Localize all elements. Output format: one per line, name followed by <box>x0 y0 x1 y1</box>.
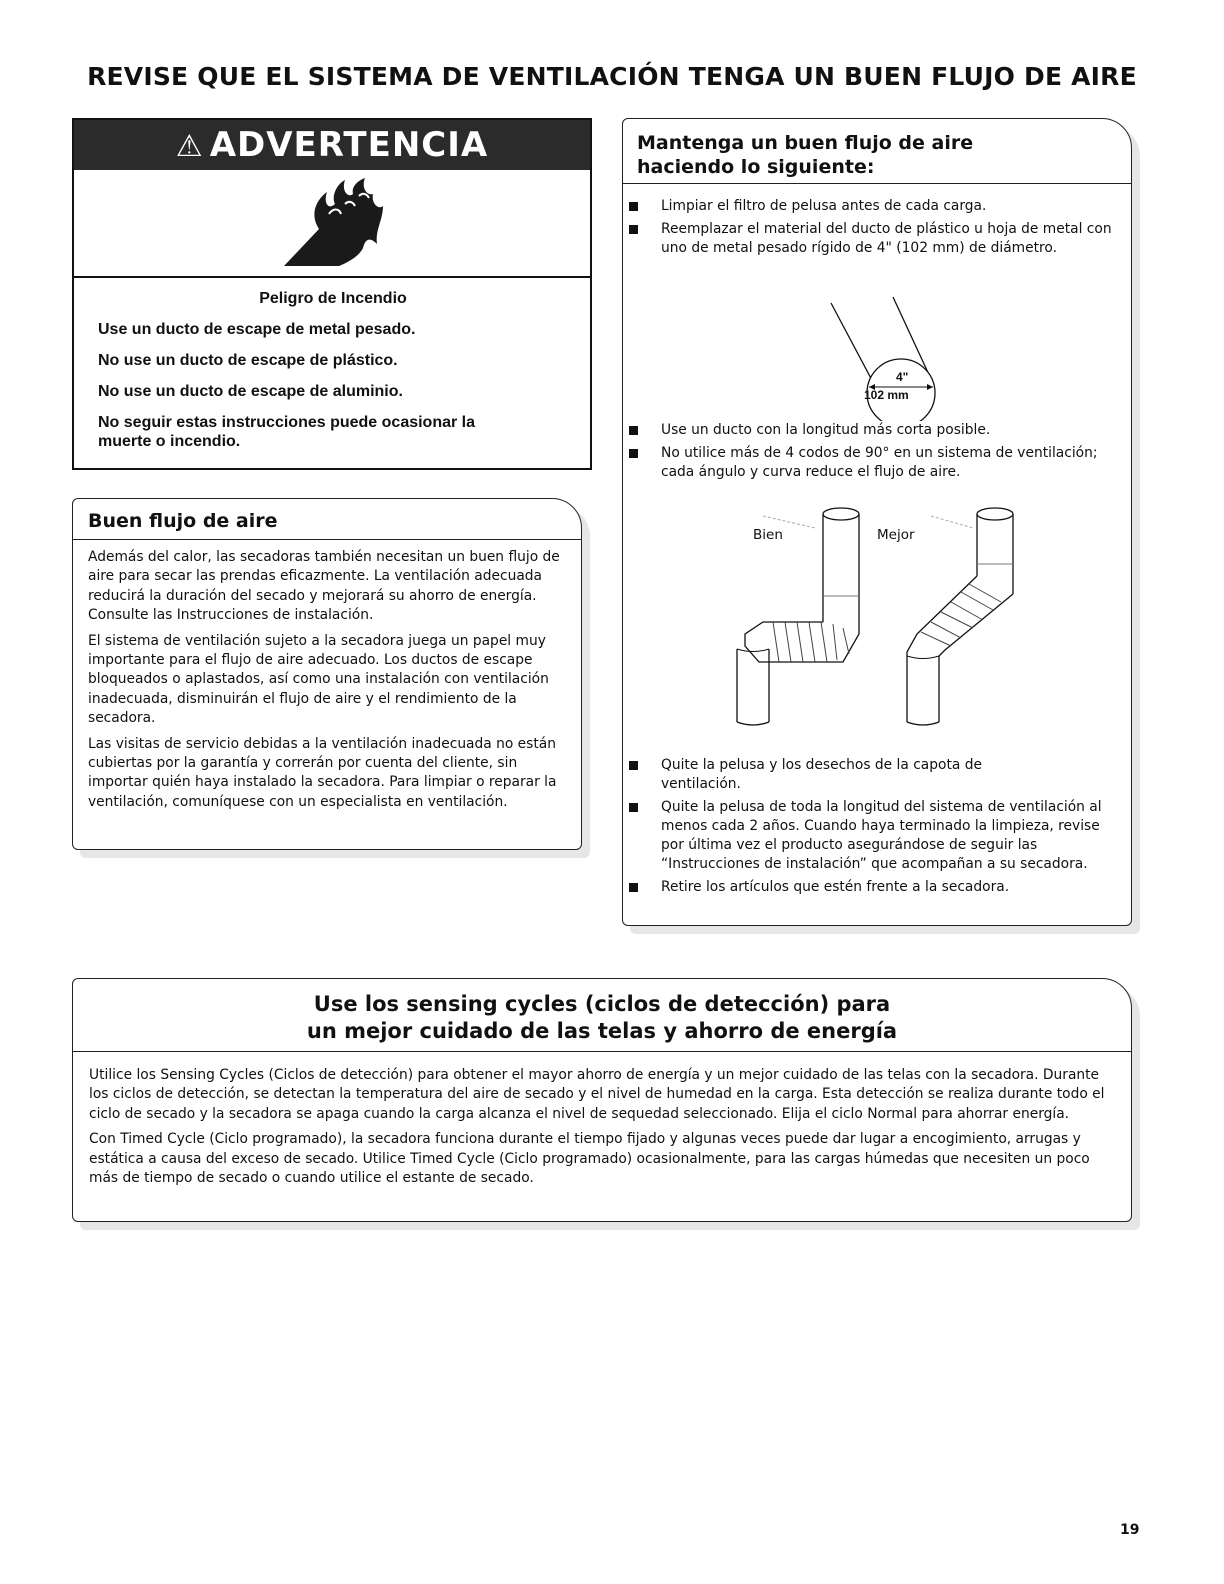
heading-line: un mejor cuidado de las telas y ahorro de energía <box>306 1019 898 1043</box>
maintain-list <box>623 756 1123 901</box>
warning-line: No seguir estas instrucciones puede ocasionar la muerte o incendio. <box>98 414 476 450</box>
sensing-cycles-body <box>73 1052 1131 1188</box>
good-airflow-heading: Buen flujo de aire <box>73 499 581 540</box>
warning-subtitle: Peligro de Incendio <box>259 290 407 307</box>
list-item: Use un ducto con la longitud más corta posible. <box>623 421 1123 440</box>
warning-line: Use un ducto de escape de metal pesado. <box>98 321 416 338</box>
list-item: Retire los artículos que estén frente a la secadora. <box>623 878 1123 897</box>
bullet-square-icon <box>629 426 638 435</box>
good-airflow-body <box>73 540 581 812</box>
good-airflow-box <box>72 498 582 850</box>
heading-line: Mantenga un buen flujo de aire <box>637 132 974 154</box>
paragraph: Con Timed Cycle (Ciclo programado), la secadora funciona durante el tiempo fijado y algunas veces puede dar lugar a encogimiento, arrugas y estática a causa del exceso de secado. Utilice Timed Cycle (Ciclo programado) ocasionalmente, para las cargas húmedas que necesiten un poco más de tiempo de secado o cuando utilice el estante de secado. <box>89 1131 1090 1187</box>
bullet-square-icon <box>629 202 638 211</box>
maintain-airflow-heading <box>623 119 1131 184</box>
diameter-inches: 4" <box>896 370 909 384</box>
warning-header <box>74 120 590 170</box>
list-item: Reemplazar el material del ducto de plástico u hoja de metal con uno de metal pesado rígido de 4" (102 mm) de diámetro. <box>623 220 1123 258</box>
bullet-square-icon <box>629 225 638 234</box>
warning-box <box>72 118 592 470</box>
bullet-square-icon <box>629 883 638 892</box>
bullet-square-icon <box>629 449 638 458</box>
paragraph: El sistema de ventilación sujeto a la secadora juega un papel muy importante para el flujo de aire adecuado. Los ductos de escape bloqueados o aplastados, así como una instalación con ventilación inadecuada, disminuirán el flujo de aire y el rendimiento de la secadora. <box>88 632 549 727</box>
warning-text <box>98 290 568 463</box>
maintain-list <box>623 421 1123 486</box>
list-item: Quite la pelusa de toda la longitud del sistema de ventilación al menos cada 2 años. Cuando haya terminado la limpieza, revise por última vez el producto asegurándose de seguir las “Instrucciones de instalación” que acompañan a su secadora. <box>623 798 1123 874</box>
page-title: REVISE QUE EL SISTEMA DE VENTILACIÓN TENGA UN BUEN FLUJO DE AIRE <box>87 62 1137 91</box>
diameter-mm: 102 mm <box>864 388 909 402</box>
label-better: Mejor <box>877 527 915 543</box>
maintain-list <box>623 197 1123 262</box>
bullet-square-icon <box>629 803 638 812</box>
paragraph: Utilice los Sensing Cycles (Ciclos de detección) para obtener el mayor ahorro de energía y un mejor cuidado de las telas con la secadora. Durante los ciclos de detección, se detectan la temperatura del aire de secado y el nivel de humedad en la carga. Esta detección se realiza durante todo el ciclo de secado y la secadora se apaga cuando la carga alcanza el nivel de sequedad seleccionado. Elija el ciclo Normal para ahorrar energía. <box>89 1067 1105 1122</box>
list-item: No utilice más de 4 codos de 90° en un sistema de ventilación; cada ángulo y curva reduce el flujo de aire. <box>623 444 1123 482</box>
bullet-square-icon <box>629 761 638 770</box>
maintain-airflow-box <box>622 118 1132 926</box>
heading-line: haciendo lo siguiente: <box>637 156 875 178</box>
paragraph: Además del calor, las secadoras también necesitan un buen flujo de aire para secar las prendas eficazmente. La ventilación adecuada reducirá la duración del secado y mejorará su ahorro de energía. Consulte las Instrucciones de instalación. <box>88 549 560 624</box>
label-good: Bien <box>753 527 783 543</box>
warning-triangle-icon: ⚠ <box>175 129 204 164</box>
heading-line: Use los sensing cycles (ciclos de detección) para <box>313 992 891 1016</box>
sensing-cycles-box <box>72 978 1132 1222</box>
page-number: 19 <box>1120 1522 1140 1538</box>
paragraph: Las visitas de servicio debidas a la ventilación inadecuada no están cubiertas por la garantía y correrán por cuenta del cliente, sin importar quién haya instalado la secadora. Para limpiar o reparar la ventilación, comuníquese con un especialista en ventilación. <box>88 735 557 810</box>
list-item: Quite la pelusa y los desechos de la capota de ventilación. <box>623 756 1123 794</box>
list-item: Limpiar el filtro de pelusa antes de cada carga. <box>623 197 1123 216</box>
sensing-cycles-heading <box>73 979 1131 1052</box>
warning-header-label: ADVERTENCIA <box>209 125 489 165</box>
flame-icon <box>279 174 389 274</box>
warning-line: No use un ducto de escape de plástico. <box>98 352 398 369</box>
warning-line: No use un ducto de escape de aluminio. <box>98 383 403 400</box>
fire-symbol-area <box>74 170 590 278</box>
